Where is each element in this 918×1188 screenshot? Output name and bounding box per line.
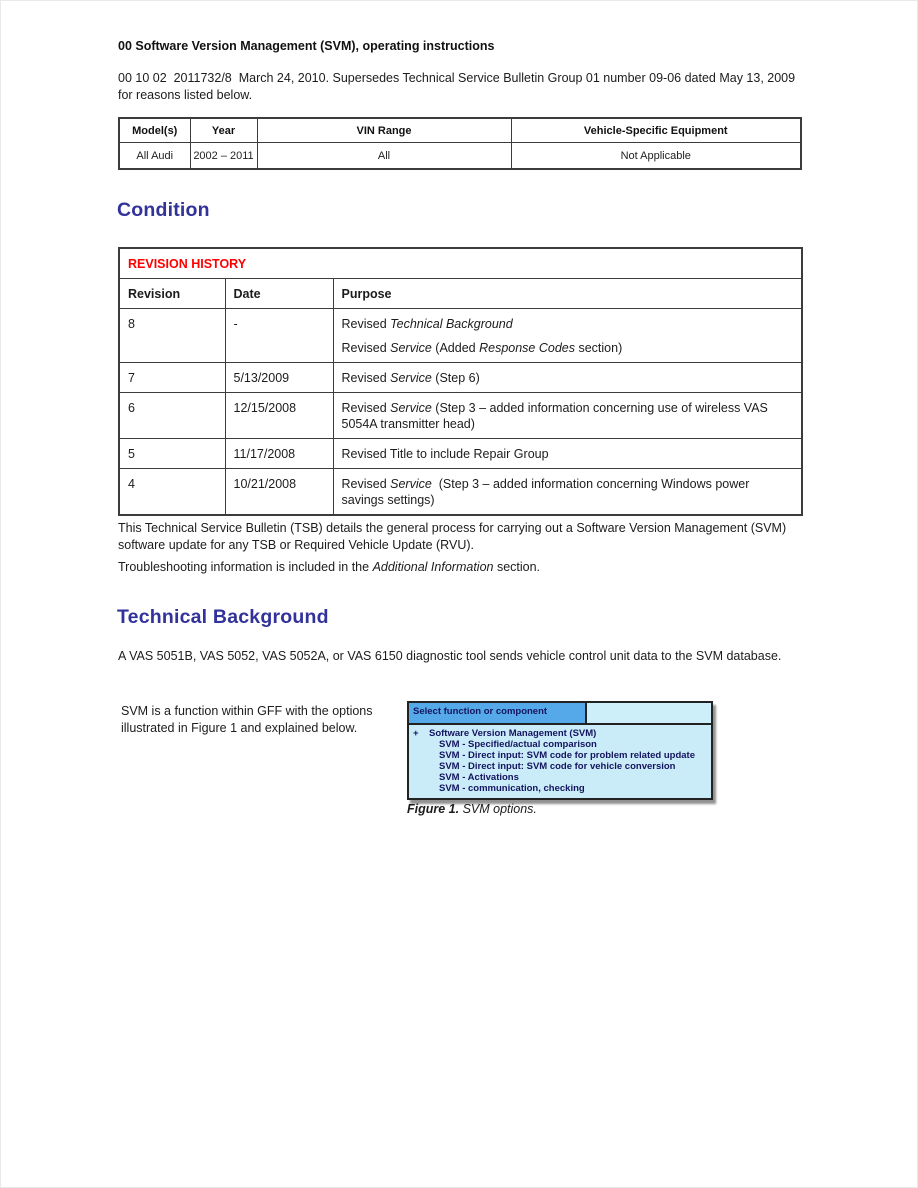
tree-item: SVM - communication, checking <box>439 783 585 794</box>
purpose-line <box>342 316 794 332</box>
vehicle-table-cell: 2002 – 2011 <box>190 143 257 170</box>
text-segment: Revised <box>341 477 391 491</box>
text-segment: SVM options. <box>459 802 537 816</box>
figure-svm-options-screenshot <box>407 701 713 800</box>
text-segment: Revised <box>341 341 391 355</box>
purpose-line <box>342 370 794 386</box>
condition-heading: Condition <box>117 199 210 221</box>
vehicle-table-row <box>119 143 801 170</box>
vehicle-table-column-header: Model(s) <box>119 118 190 143</box>
text-segment: Additional Information <box>372 560 494 574</box>
revision-purpose-cell <box>333 469 802 516</box>
tree-root-item <box>413 728 709 739</box>
purpose-line <box>342 476 794 508</box>
vehicle-table <box>118 117 802 170</box>
figure-option-list <box>409 725 711 798</box>
technical-background-heading: Technical Background <box>117 606 329 628</box>
tree-item: SVM - Specified/actual comparison <box>439 739 597 750</box>
vehicle-table-column-header: Year <box>190 118 257 143</box>
revision-table-column-header: Purpose <box>333 279 802 309</box>
vehicle-table-cell: Not Applicable <box>511 143 801 170</box>
revision-number-cell: 6 <box>119 393 225 439</box>
revision-table-row <box>119 363 802 393</box>
svm-function-paragraph: SVM is a function within GFF with the options illustrated in Figure 1 and explained below. <box>121 704 373 735</box>
revision-date-cell: 10/21/2008 <box>225 469 333 516</box>
tree-item: SVM - Direct input: SVM code for vehicle conversion <box>439 761 676 772</box>
vehicle-table-column-header: VIN Range <box>257 118 511 143</box>
figure-caption <box>407 802 537 816</box>
text-segment: section) <box>575 341 623 355</box>
intro-paragraph: 00 10 02 2011732/8 March 24, 2010. Supersedes Technical Service Bulletin Group 01 number 09-06 dated May 13, 2009 for reasons listed below. <box>118 71 796 102</box>
text-segment: (Step 3 – added information concerning use of wireless VAS 5054A transmitter head) <box>341 401 768 431</box>
vehicle-table-cell: All <box>257 143 511 170</box>
purpose-line <box>342 340 794 356</box>
revision-table-row <box>119 309 802 363</box>
text-segment: Revised Title to include Repair Group <box>341 447 549 461</box>
revision-number-cell: 4 <box>119 469 225 516</box>
revision-table-column-header: Revision <box>119 279 225 309</box>
purpose-line <box>342 446 794 462</box>
purpose-line <box>342 400 794 432</box>
revision-purpose-cell <box>333 363 802 393</box>
text-segment: (Step 6) <box>431 371 480 385</box>
text-segment: Service <box>390 477 432 491</box>
revision-date-cell: 12/15/2008 <box>225 393 333 439</box>
revision-table-header-row <box>119 279 802 309</box>
text-segment: Service <box>390 371 432 385</box>
vehicle-table-cell: All Audi <box>119 143 190 170</box>
text-segment: Revised <box>341 401 391 415</box>
revision-table-row <box>119 393 802 439</box>
tree-item: SVM - Activations <box>439 772 519 783</box>
tsb-description-paragraph: This Technical Service Bulletin (TSB) details the general process for carrying out a Software Version Management (SVM) software update for any TSB or Required Vehicle Update (RVU). <box>118 521 787 552</box>
revision-table-row <box>119 439 802 469</box>
vehicle-table-header-row <box>119 118 801 143</box>
revision-number-cell: 5 <box>119 439 225 469</box>
text-segment: Revised <box>341 371 391 385</box>
text-segment: section. <box>493 560 541 574</box>
text-segment: (Step 3 – added information concerning Windows power savings settings) <box>341 477 750 507</box>
figure-titlebar-right-panel <box>587 703 711 723</box>
text-segment: Figure 1. <box>407 802 460 816</box>
revision-date-cell: 5/13/2009 <box>225 363 333 393</box>
text-segment: Response Codes <box>479 341 575 355</box>
text-segment: Revised <box>341 317 391 331</box>
text-segment: Service <box>390 401 432 415</box>
revision-purpose-cell <box>333 309 802 363</box>
revision-number-cell: 7 <box>119 363 225 393</box>
figure-titlebar-label: Select function or component <box>409 703 587 723</box>
text-segment: Service <box>390 341 432 355</box>
diagnostic-tool-paragraph: A VAS 5051B, VAS 5052, VAS 5052A, or VAS 6150 diagnostic tool sends vehicle control unit data to the SVM database. <box>118 649 782 663</box>
tree-root-label: Software Version Management (SVM) <box>429 728 597 739</box>
revision-date-cell: - <box>225 309 333 363</box>
revision-history-title-row <box>119 248 802 279</box>
vehicle-table-column-header: Vehicle-Specific Equipment <box>511 118 801 143</box>
revision-purpose-cell <box>333 439 802 469</box>
tree-item: SVM - Direct input: SVM code for problem related update <box>439 750 695 761</box>
doc-title: 00 Software Version Management (SVM), operating instructions <box>118 39 495 53</box>
revision-purpose-cell <box>333 393 802 439</box>
text-segment: (Added <box>431 341 480 355</box>
figure-titlebar <box>409 703 711 725</box>
revision-table-row <box>119 469 802 516</box>
text-segment: Troubleshooting information is included in the <box>118 560 373 574</box>
revision-table-column-header: Date <box>225 279 333 309</box>
revision-number-cell: 8 <box>119 309 225 363</box>
text-segment: Technical Background <box>390 317 513 331</box>
revision-date-cell: 11/17/2008 <box>225 439 333 469</box>
revision-history-table <box>118 247 803 516</box>
troubleshooting-paragraph <box>118 559 808 576</box>
expand-plus-icon: + <box>413 728 419 739</box>
revision-history-title: REVISION HISTORY <box>119 248 802 279</box>
